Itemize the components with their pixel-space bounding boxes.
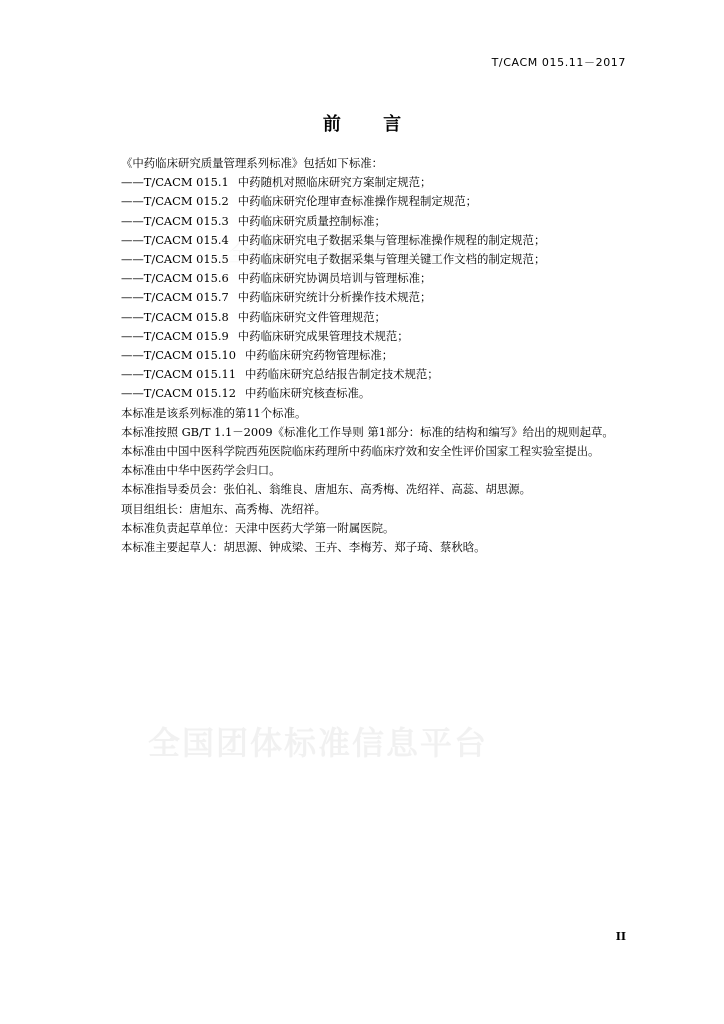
standard-code: T/CACM 015.10 [143,348,237,363]
standards-list [98,173,628,403]
list-dash: —— [121,328,144,343]
list-dash: —— [121,194,144,209]
foreword-paragraph: 本标准由中国中医科学院西苑医院临床药理所中药临床疗效和安全性评价国家工程实验室提出。 [121,444,600,459]
foreword-paragraph: 本标准按照 GB/T 1.1－2009《标准化工作导则 第1部分：标准的结构和编写》给出的规则起草。 [121,424,614,439]
standard-list-item [98,308,628,327]
foreword-paragraph: 本标准主要起草人：胡思源、钟成梁、王卉、李梅芳、郑子琦、蔡秋晗。 [121,540,486,555]
standard-list-item [98,269,628,288]
list-dash: —— [121,252,144,267]
standard-name: 中药临床研究成果管理技术规范； [237,328,409,343]
standard-list-item [98,173,628,192]
standard-code: T/CACM 015.7 [143,290,229,305]
standard-code: T/CACM 015.6 [143,271,229,286]
foreword-paragraph: 本标准负责起草单位：天津中医药大学第一附属医院。 [121,520,395,535]
standard-list-item [98,192,628,211]
standard-name: 中药临床研究药物管理标准； [245,348,394,363]
standard-list-item [98,346,628,365]
standard-name: 中药临床研究协调员培训与管理标准； [237,271,432,286]
page-number: II [615,930,626,943]
standard-code: T/CACM 015.3 [143,213,229,228]
standard-code: T/CACM 015.9 [143,328,229,343]
foreword-paragraph: 本标准指导委员会：张伯礼、翁维良、唐旭东、高秀梅、冼绍祥、高蕊、胡思源。 [121,482,532,497]
standard-name: 中药临床研究总结报告制定技术规范； [245,367,439,382]
standard-list-item [98,365,628,384]
standard-list-item [98,384,628,403]
list-dash: —— [121,271,144,286]
list-dash: —— [121,175,144,190]
standard-list-item [98,288,628,307]
list-dash: —— [121,386,144,401]
standard-list-item [98,212,628,231]
standard-name: 中药随机对照临床研究方案制定规范； [237,175,432,190]
standard-code: T/CACM 015.2 [143,194,229,209]
list-dash: —— [121,213,144,228]
standard-code: T/CACM 015.12 [143,386,237,401]
standard-list-item [98,250,628,269]
standard-code: T/CACM 015.11 [143,367,237,382]
standard-code: T/CACM 015.4 [143,232,229,247]
foreword-paragraph: 项目组组长：唐旭东、高秀梅、冼绍祥。 [121,501,327,516]
standard-name: 中药临床研究伦理审查标准操作规程制定规范； [237,194,477,209]
standard-name: 中药临床研究电子数据采集与管理关键工作文档的制定规范； [237,252,546,267]
foreword-paragraphs [98,404,628,558]
foreword-paragraph: 本标准由中华中医药学会归口。 [121,463,281,478]
standard-code: T/CACM 015.8 [143,309,229,324]
watermark: 全国团体标准信息平台 [148,724,489,762]
foreword-body [98,154,628,557]
standard-list-item [98,327,628,346]
intro-paragraph: 《中药临床研究质量管理系列标准》包括如下标准： [121,156,383,170]
standard-name: 中药临床研究电子数据采集与管理标准操作规程的制定规范； [237,232,546,247]
standard-code: T/CACM 015.5 [143,252,229,267]
list-dash: —— [121,367,144,382]
list-dash: —— [121,232,144,247]
list-dash: —— [121,348,144,363]
standard-list-item [98,231,628,250]
foreword-paragraph: 本标准是该系列标准的第11个标准。 [121,405,307,420]
standard-code: T/CACM 015.1 [143,175,229,190]
standard-name: 中药临床研究统计分析操作技术规范； [237,290,432,305]
page-title: 前 言 [322,114,420,135]
list-dash: —— [121,290,144,305]
standard-name: 中药临床研究文件管理规范； [237,309,386,324]
list-dash: —— [121,309,144,324]
standard-name: 中药临床研究质量控制标准； [237,213,386,228]
document-code: T/CACM 015.11－2017 [491,56,626,69]
standard-name: 中药临床研究核查标准。 [245,386,371,401]
